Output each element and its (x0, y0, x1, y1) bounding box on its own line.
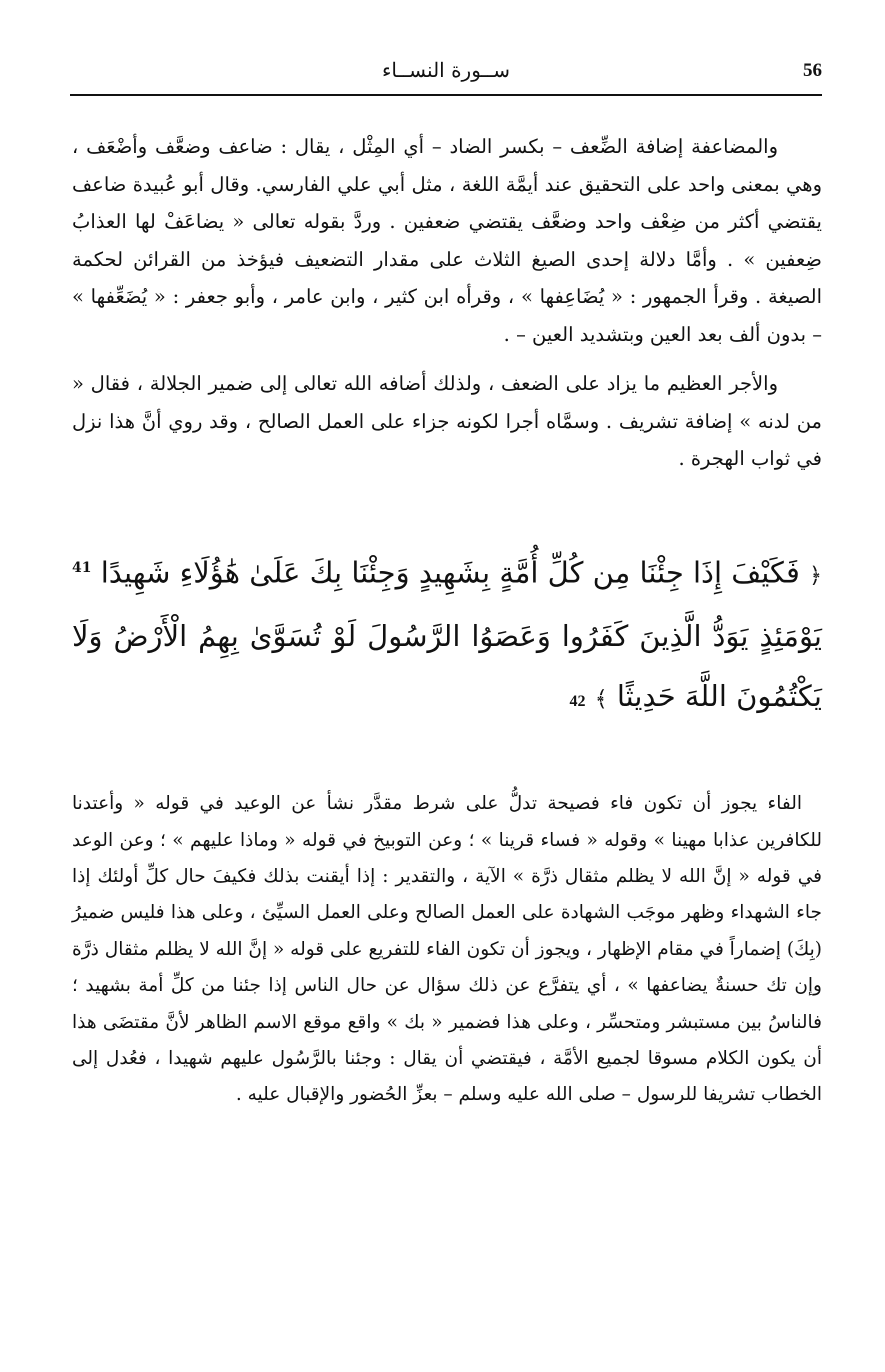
header-rule (70, 94, 822, 96)
verse-number-42: 42 (569, 693, 586, 711)
page-header (70, 52, 822, 92)
verse-text-42: يَوْمَئِذٍ يَوَدُّ الَّذِينَ كَفَرُوا وَعَصَوُا الرَّسُولَ لَوْ تُسَوَّىٰ بِهِمُ الْأَرْضُ وَلَا يَكْتُمُونَ اللَّهَ حَدِيثًا (72, 619, 822, 714)
commentary-paragraph-3: الفاء يجوز أن تكون فاء فصيحة تدلُّ على شرط مقدَّر نشأ عن الوعيد في قوله « وأعتدنا للكافرين عذابا مهينا » وقوله « فساء قرينا » ؛ وعن التوبيخ في قوله « وماذا عليهم » ؛ وعن الوعد في قوله « إنَّ الله لا يظلم مثقال ذرَّة » الآية ، والتقدير : إذا أيقنت بذلك فكيفَ حال كلِّ أولئك إذا جاء الشهداء وظهر موجَب الشهادة على العمل الصالح وعلى العمل السيِّئ ، وعلى هذا فليس ضميرُ (بِكَ) إضماراً في مقام الإظهار ، ويجوز أن تكون الفاء للتفريع على قوله « إنَّ الله لا يظلم مثقال ذرَّة وإن تك حسنةٌ يضاعفها » ، أي يتفرَّع عن ذلك سؤال عن حال الناس إذا جئنا من كلِّ أمة بشهيد ؛ فالناسُ بين مستبشر ومتحسِّر ، وعلى هذا فضمير « بك » واقع موقع الاسم الظاهر لأنَّ مقتضَى هذا أن يكون الكلام مسوقا لجميع الأمَّة ، فيقتضي أن يقال : وجئنا بالرَّسُول عليهم شهيدا ، فعُدل إلى الخطاب تشريفا للرسول – صلى الله عليه وسلم – بعزِّ الحُضور والإقبال عليه . (72, 793, 822, 1106)
verse-text-41: فَكَيْفَ إِذَا جِئْنَا مِن كُلِّ أُمَّةٍ بِشَهِيدٍ وَجِئْنَا بِكَ عَلَىٰ هَٰؤُلَاءِ شَهِيدًا (100, 555, 800, 590)
page-body (72, 128, 822, 1114)
verse-number-41: 41 (72, 559, 92, 576)
commentary-paragraph-2: والأجر العظيم ما يزاد على الضعف ، ولذلك أضافه الله تعالى إلى ضمير الجلالة ، فقال « من لدنه » إضافة تشريف . وسمَّاه أجرا لكونه جزاء على العمل الصالح ، وقد روي أنَّ هذا نزل في ثواب الهجرة . (72, 372, 822, 470)
page-number: 56 (803, 60, 822, 81)
commentary-paragraph-1: والمضاعفة إضافة الضِّعف – بكسر الضاد – أي المِثْل ، يقال : ضاعف وضعَّف وأضْعَف ، وهي بمعنى واحد على التحقيق عند أيمَّة اللغة ، مثل أبي علي الفارسي. وقال أبو عُبيدة ضاعف يقتضي أكثر من ضِعْف واحد وضعَّف يقتضي ضعفين . وردَّ بقوله تعالى « يضاعَفْ لها العذابُ ضِعفين » . وأمَّا دلالة إحدى الصيغ الثلاث على مقدار التضعيف فيؤخذ من القرائن لحكمة الصيغة . وقرأ الجمهور : « يُضَاعِفها » ، وقرأه ابن كثير ، وابن عامر ، وأبو جعفر : « يُضَعِّفها » – بدون ألف بعد العين وبتشديد العين – . (72, 135, 822, 346)
verse-close-bracket: ﴾ (594, 687, 608, 713)
surah-title: ســورة النســاء (381, 58, 511, 82)
verse-open-bracket: ﴿ (809, 563, 823, 589)
quran-verse-block (72, 538, 822, 733)
